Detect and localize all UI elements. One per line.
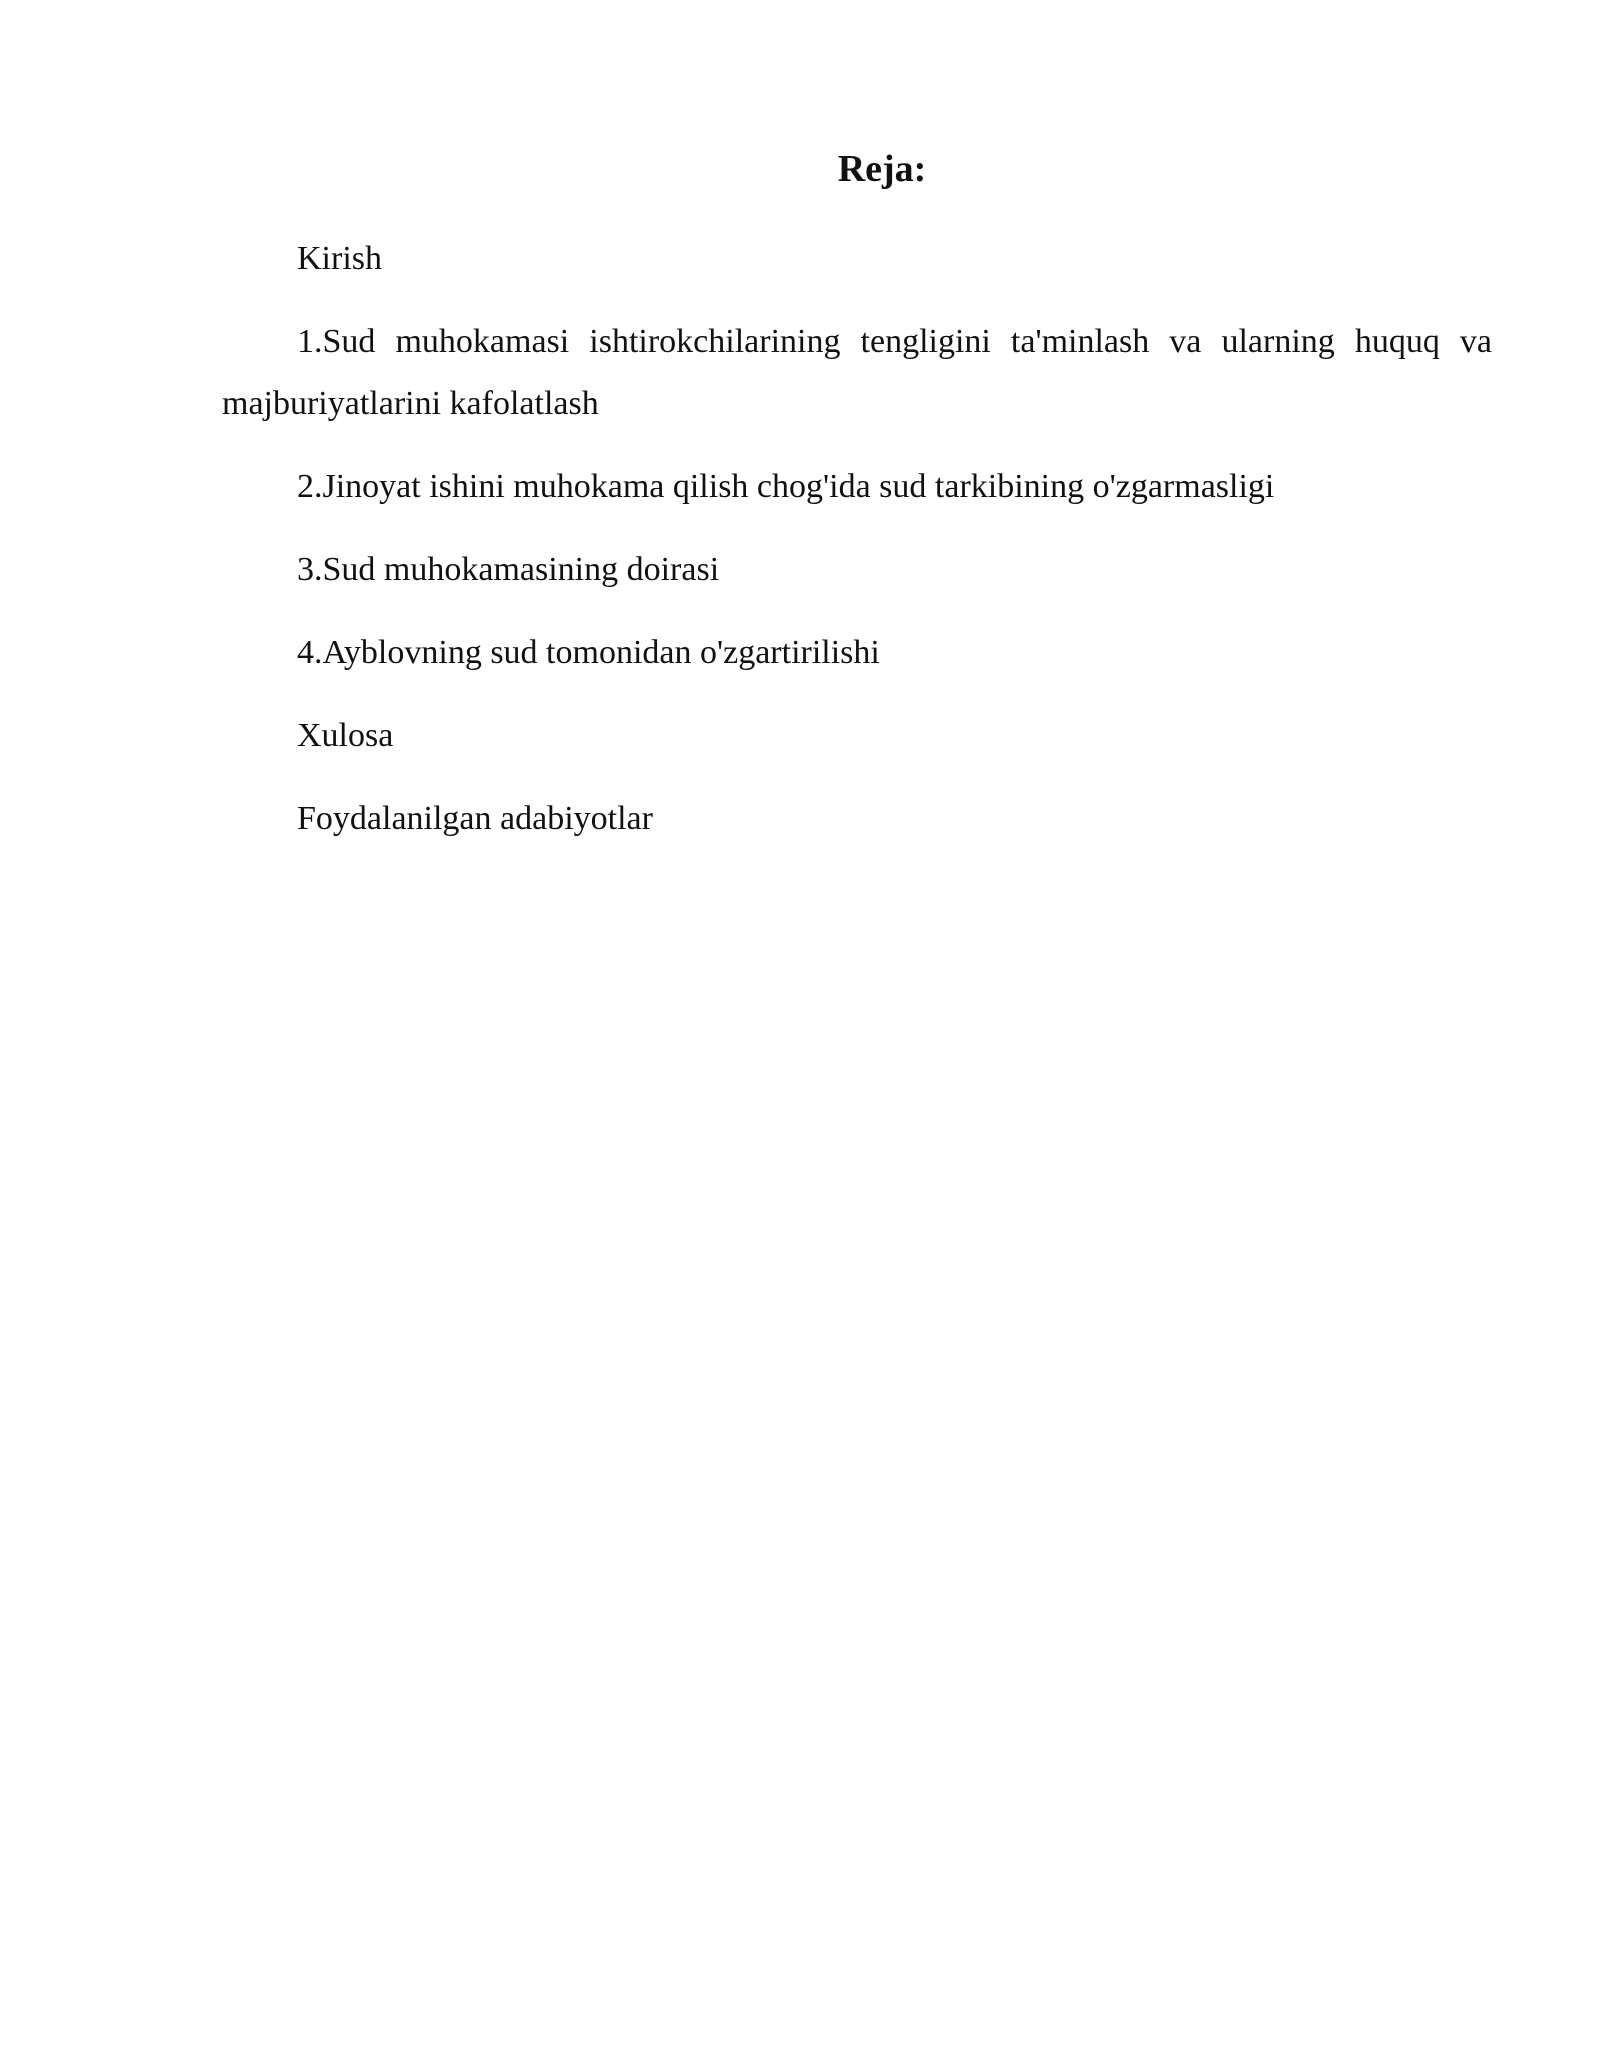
plan-item-introduction: Kirish: [297, 240, 382, 277]
plan-item-references: Foydalanilgan adabiyotlar: [297, 800, 653, 837]
plan-item-1: 1.Sud muhokamasi ishtirokchilarining tengligini ta'minlash va ularning huquq va majburiyatlarini kafolatlash: [222, 323, 1492, 422]
plan-item-4: 4.Ayblovning sud tomonidan o'zgartirilishi: [297, 634, 880, 671]
plan-item-3: 3.Sud muhokamasining doirasi: [297, 551, 720, 588]
plan-item-conclusion: Xulosa: [297, 717, 394, 754]
plan-title-text: Reja:: [837, 148, 927, 190]
plan-list: [222, 228, 1492, 871]
plan-item-2: 2.Jinoyat ishini muhokama qilish chog'ida sud tarkibining o'zgarmasligi: [297, 468, 1275, 505]
plan-title: [0, 146, 1600, 192]
